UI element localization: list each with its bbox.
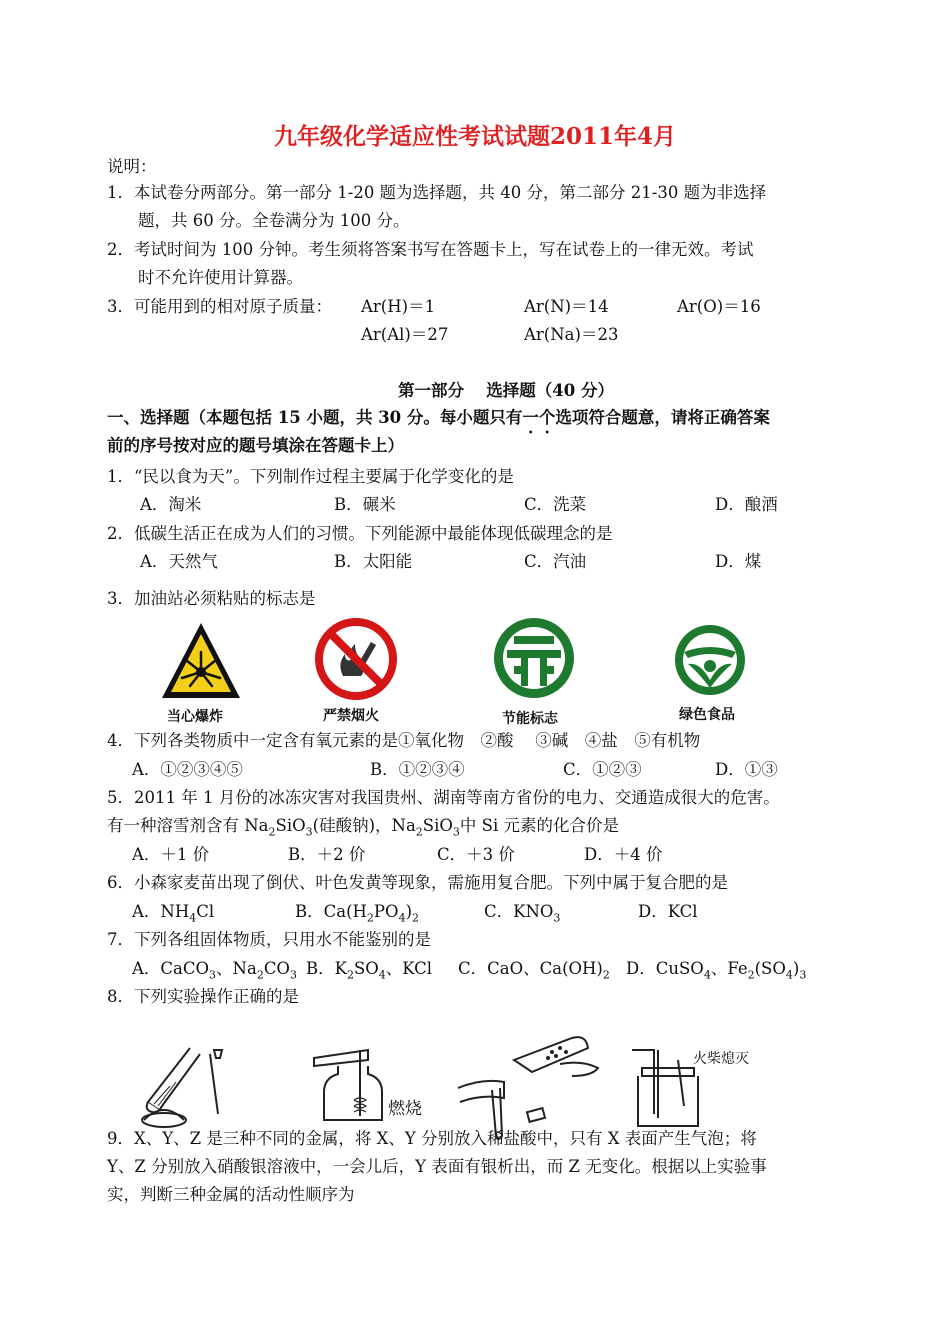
atomic-mass-o: Ar(O)＝16	[677, 297, 761, 316]
q1-option-b: B．碾米	[334, 495, 396, 514]
q1-option-d: D．酿酒	[715, 495, 778, 514]
q3-stem: 3．加油站必须粘贴的标志是	[107, 589, 316, 608]
q5-text-b: SiO	[275, 816, 306, 835]
q7-d-text: D．CuSO	[626, 959, 704, 978]
q1-option-a: A．淘米	[140, 495, 202, 514]
q5-text-c: (硅酸钠)，Na	[312, 816, 416, 835]
q2-stem: 2．低碳生活正在成为人们的习惯。下列能源中最能体现低碳理念的是	[107, 524, 613, 543]
q7-b-text: B．K	[306, 959, 347, 978]
q5-option-c: C．＋3 价	[437, 845, 515, 864]
q6-option-c: C．$KNO_3$	[484, 902, 561, 925]
q6-c-text: C．KNO	[484, 902, 554, 921]
explosion-warning-sign-icon	[160, 620, 242, 702]
q6-a-text: A．NH	[132, 902, 190, 921]
q6-option-b: B．$Ca(H_2PO_4)_2$	[295, 902, 419, 925]
q4-stem: 4．下列各类物质中一定含有氧元素的是①氧化物 ②酸 ③碱 ④盐 ⑤有机物	[107, 731, 701, 750]
sign-caption-green-food: 绿色食品	[679, 707, 735, 723]
part-1-heading: 第一部分 选择题（40 分）	[398, 381, 614, 400]
energy-saving-sign-icon	[490, 614, 578, 702]
q7-c-text: C．CaO、Ca(OH)	[458, 959, 603, 978]
sign-caption-energy-saving: 节能标志	[502, 711, 558, 727]
atomic-mass-na: Ar(Na)＝23	[524, 325, 619, 344]
q5-option-b: B．＋2 价	[288, 845, 366, 864]
q5-text-e: 中 Si 元素的化合价是	[459, 816, 619, 835]
q6-option-a: A．$NH_4Cl$	[132, 902, 215, 925]
q7-stem: 7．下列各组固体物质，只用水不能鉴别的是	[107, 930, 431, 949]
q6-stem: 6．小森家麦苗出现了倒伏、叶色发黄等现象，需施用复合肥。下列中属于复合肥的是	[107, 873, 728, 892]
atomic-mass-al: Ar(Al)＝27	[361, 325, 449, 344]
atomic-mass-h: Ar(H)＝1	[361, 297, 436, 316]
q5-text-a: 有一种溶雪剂含有 Na	[107, 816, 269, 835]
q6-option-d: D．KCl	[638, 902, 698, 921]
q7-a-text: A．CaCO	[132, 959, 210, 978]
heating-test-tube-diagram	[130, 1040, 240, 1130]
green-food-sign-icon	[672, 622, 748, 698]
burning-bottle-diagram	[310, 1040, 390, 1125]
q5-option-a: A．＋1 价	[132, 845, 210, 864]
note-2-line-1: 2．考试时间为 100 分钟。考生须将答案书写在答题卡上，写在试卷上的一律无效。考试	[107, 240, 754, 259]
q5-line-1: 5．2011 年 1 月份的冰冻灾害对我国贵州、湖南等南方省份的电力、交通造成很大的危害。	[107, 788, 780, 807]
note-1-line-1: 1．本试卷分两部分。第一部分 1-20 题为选择题，共 40 分，第二部分 21-30 题为非选择	[107, 183, 767, 202]
note-3-prefix: 3．可能用到的相对原子质量：	[107, 297, 332, 316]
q4-option-b: B．①②③④	[370, 760, 465, 779]
notes-heading: 说明：	[107, 157, 157, 176]
atomic-mass-n: Ar(N)＝14	[524, 297, 609, 316]
q7-option-b: B．$K_2SO_4$、KCl	[306, 959, 433, 982]
q7-option-d: D．CuSO$_4$、$Fe_2(SO_4)_3$	[626, 959, 807, 982]
no-fire-sign-icon	[313, 616, 399, 702]
q6-b-text: B．Ca(H	[295, 902, 367, 921]
q2-option-c: C．汽油	[524, 552, 587, 571]
q5-option-d: D．＋4 价	[584, 845, 663, 864]
q4-option-c: C．①②③	[563, 760, 642, 779]
q8-stem: 8．下列实验操作正确的是	[107, 987, 299, 1006]
q2-option-d: D．煤	[715, 552, 762, 571]
section-text-b: 选项符合题意，请将正确答案	[555, 408, 770, 427]
document-title: 九年级化学适应性考试试题2011年4月	[273, 123, 677, 150]
sign-caption-explosion: 当心爆炸	[167, 709, 223, 725]
q7-option-c: C．CaO、$Ca(OH)_2$	[458, 959, 610, 982]
q4-option-d: D．①③	[715, 760, 778, 779]
q2-option-b: B．太阳能	[334, 552, 413, 571]
match-out-label: 火柴熄灭	[693, 1051, 749, 1067]
q9-line-3: 实，判断三种金属的活动性顺序为	[107, 1185, 355, 1204]
sign-caption-no-fire: 严禁烟火	[323, 708, 379, 724]
q9-line-2: Y、Z 分别放入硝酸银溶液中，一会儿后，Y 表面有银析出，而 Z 无变化。根据以上实验事	[107, 1157, 767, 1176]
q7-option-a: A．CaCO$_3$、$Na_2CO_3$	[132, 959, 297, 982]
q9-line-1: 9．X、Y、Z 是三种不同的金属，将 X、Y 分别放入稀盐酸中，只有 X 表面产生气泡；将	[107, 1129, 757, 1148]
section-instructions-line-2: 前的序号按对应的题号填涂在答题卡上）	[107, 436, 404, 455]
q4-option-a: A．①②③④⑤	[132, 760, 243, 779]
note-2-line-2: 时不允许使用计算器。	[138, 268, 303, 287]
emphasized-text: 一个	[522, 408, 556, 427]
section-text-a: 一、选择题（本题包括 15 小题，共 30 分。每小题只有	[107, 408, 523, 427]
q5-text-d: SiO	[422, 816, 453, 835]
q1-option-c: C．洗菜	[524, 495, 587, 514]
q1-stem: 1．“民以食为天”。下列制作过程主要属于化学变化的是	[107, 467, 514, 486]
q2-option-a: A．天然气	[140, 552, 218, 571]
note-1-line-2: 题，共 60 分。全卷满分为 100 分。	[138, 211, 410, 230]
q5-line-2: 有一种溶雪剂含有 $Na_2SiO_3$(硅酸钠)，$Na_2SiO_3$中 Si 元素的化合价是	[107, 816, 619, 839]
burning-label: 燃烧	[388, 1099, 422, 1119]
